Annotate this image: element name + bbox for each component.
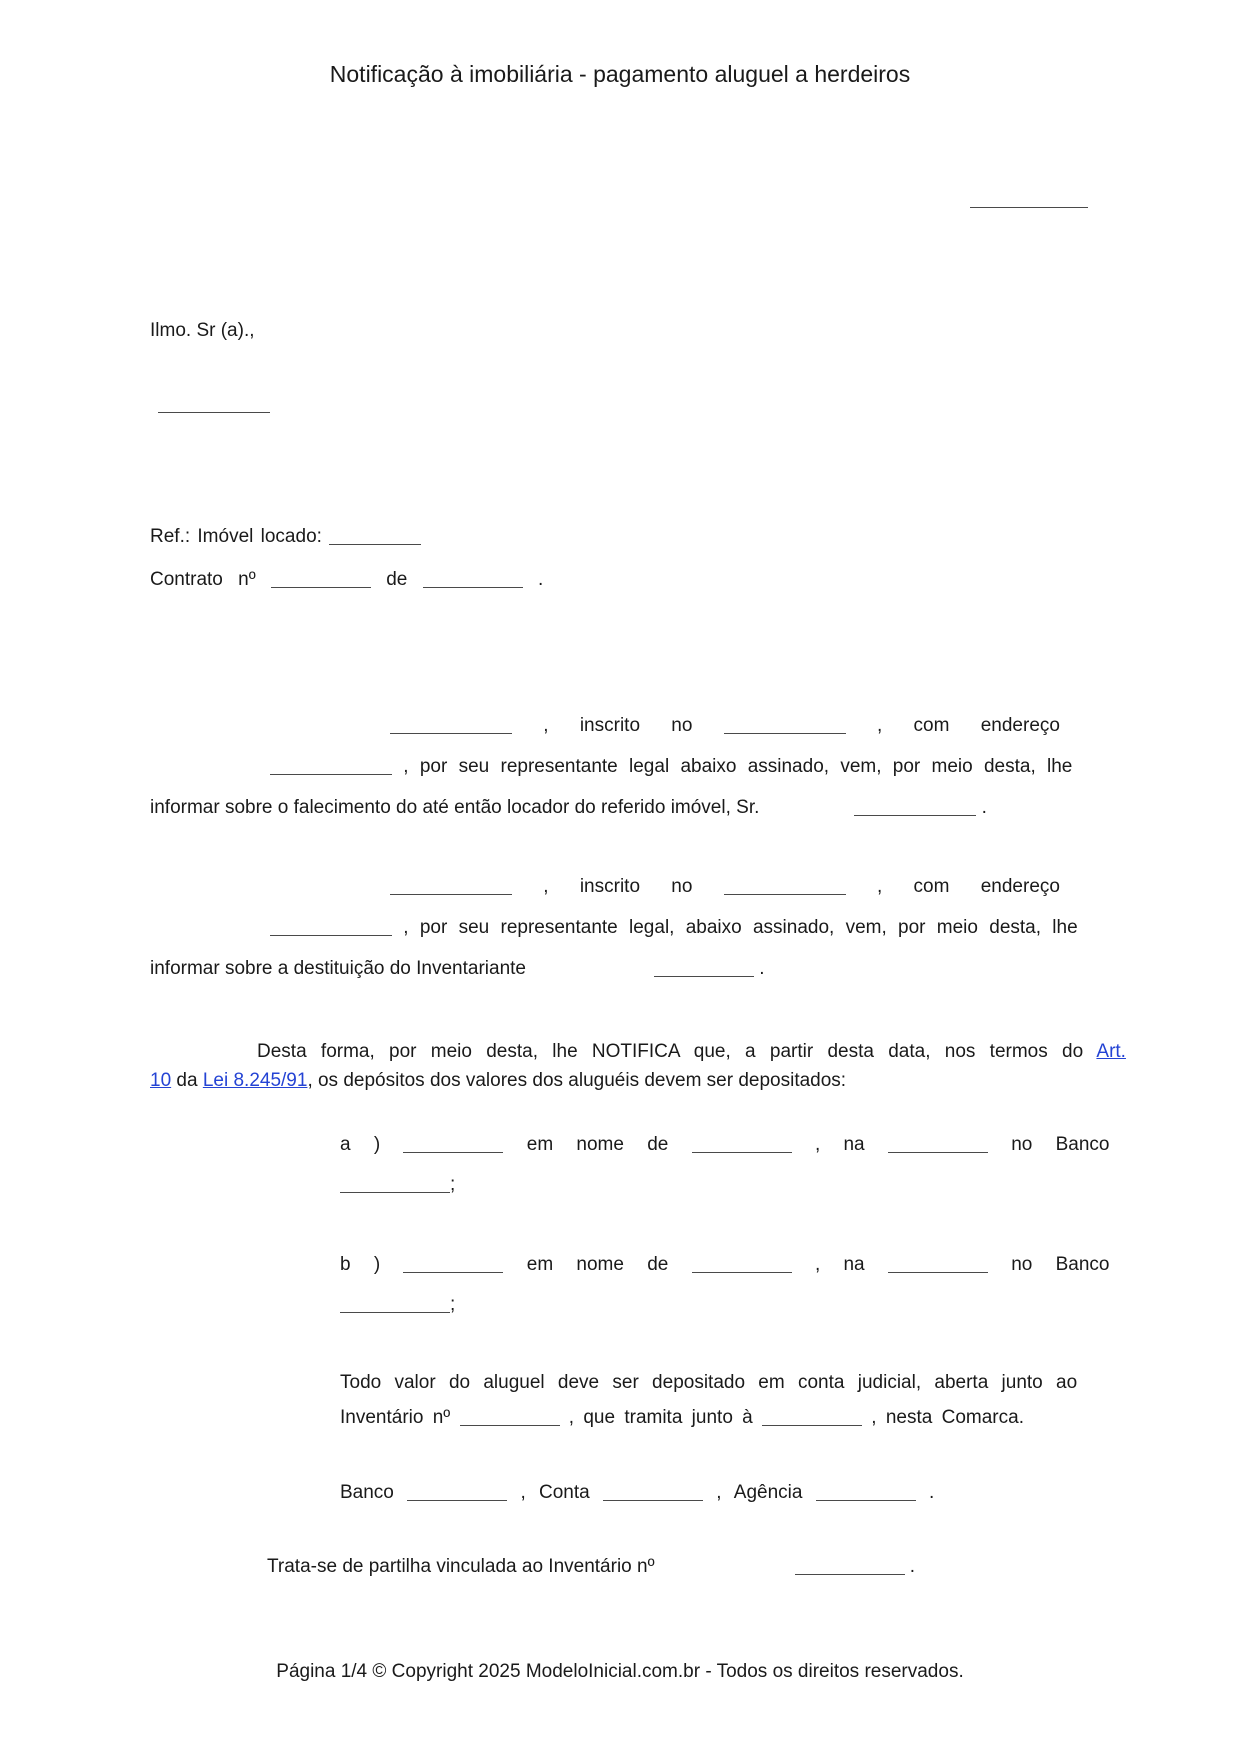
paragraph-text: informar sobre o falecimento do até então locador do referido imóvel, Sr. (150, 797, 760, 818)
item-text: ; (450, 1294, 456, 1315)
date-blank-line (970, 191, 1088, 208)
contract-line (150, 558, 1150, 601)
reference-label: Ref.: Imóvel locado: (150, 526, 322, 547)
salutation-line: Ilmo. Sr (a)., (150, 320, 255, 341)
bank-text: , Agência (716, 1482, 803, 1503)
blank-field (270, 921, 392, 936)
link-lei-8245-91[interactable]: Lei 8.245/91 (202, 1070, 308, 1091)
destituicao-paragraph (150, 866, 1160, 989)
reference-line (150, 515, 1150, 558)
falecimento-paragraph (150, 705, 1160, 828)
item-marker: a ) (340, 1134, 381, 1155)
blank-field (460, 1411, 560, 1426)
blank-field (390, 880, 512, 895)
item-text: no Banco (1011, 1254, 1110, 1275)
paragraph-text: . (981, 797, 987, 818)
blank-field (271, 573, 371, 588)
item-line (340, 1125, 1140, 1165)
page-footer: Página 1/4 © Copyright 2025 ModeloInicial.com.br - Todos os direitos reservados. (276, 1661, 964, 1682)
paragraph-text: . (759, 958, 765, 979)
item-line (340, 1165, 1140, 1205)
item-line (340, 1245, 1140, 1285)
deposit-item-a (340, 1125, 1140, 1205)
paragraph-text: , os depósitos dos valores dos aluguéis devem ser depositados: (307, 1070, 847, 1091)
item-text: em nome de (526, 1134, 669, 1155)
paragraph-line (150, 1037, 1160, 1066)
paragraph-text: Todo valor do aluguel deve ser depositado em conta judicial, aberta junto ao (340, 1372, 1078, 1393)
blank-field (403, 1258, 503, 1273)
paragraph-text: , inscrito no (543, 876, 693, 897)
contract-label: Contrato nº (150, 569, 256, 590)
blank-field (692, 1138, 792, 1153)
paragraph-text: da (176, 1070, 198, 1091)
paragraph-line (150, 746, 1160, 787)
paragraph-text: , por seu representante legal, abaixo assinado, vem, por meio desta, lhe (403, 917, 1078, 938)
blank-field (390, 719, 512, 734)
bank-text: , Conta (520, 1482, 590, 1503)
paragraph-line (150, 1066, 1160, 1095)
paragraph-text: , nesta Comarca. (871, 1407, 1024, 1428)
paragraph-text: , inscrito no (543, 715, 693, 736)
blank-field (854, 801, 976, 816)
contract-period: . (537, 569, 544, 590)
blank-field (888, 1138, 988, 1153)
blank-field (270, 760, 392, 775)
paragraph-line (340, 1365, 1140, 1400)
blank-field (329, 530, 421, 545)
paragraph-text: Inventário nº (340, 1407, 451, 1428)
partilha-line (267, 1557, 915, 1577)
reference-block (150, 515, 1150, 601)
blank-field (340, 1178, 450, 1193)
document-title: Notificação à imobiliária - pagamento aluguel a herdeiros (329, 61, 911, 87)
paragraph-line (340, 1400, 1140, 1435)
paragraph-text: informar sobre a destituição do Inventariante (150, 958, 526, 979)
blank-field (403, 1138, 503, 1153)
partilha-text: . (909, 1556, 916, 1577)
link-art-10[interactable]: 10 (150, 1070, 172, 1091)
bank-text: . (929, 1482, 935, 1503)
item-text: ; (450, 1174, 456, 1195)
blank-field (724, 880, 846, 895)
item-text: em nome de (526, 1254, 669, 1275)
blank-field (603, 1486, 703, 1501)
paragraph-text: , que tramita junto à (568, 1407, 753, 1428)
blank-field (340, 1298, 450, 1313)
item-text: , na (814, 1254, 865, 1275)
paragraph-line (150, 787, 1160, 828)
paragraph-line (150, 948, 1160, 989)
spacer (526, 973, 654, 974)
spacer (759, 812, 854, 813)
bank-label: Banco (340, 1482, 394, 1503)
paragraph-text: , com endereço (877, 715, 1060, 736)
item-marker: b ) (340, 1254, 381, 1275)
blank-field (762, 1411, 862, 1426)
blank-field (692, 1258, 792, 1273)
blank-field (423, 573, 523, 588)
blank-field (888, 1258, 988, 1273)
partilha-text: Trata-se de partilha vinculada ao Inventário nº (267, 1556, 655, 1577)
contract-de: de (386, 569, 408, 590)
paragraph-line (150, 866, 1160, 907)
paragraph-text: Desta forma, por meio desta, lhe NOTIFICA que, a partir desta data, nos termos do (257, 1041, 1084, 1062)
blank-field (407, 1486, 507, 1501)
paragraph-line (150, 705, 1160, 746)
blank-field (724, 719, 846, 734)
blank-field (654, 962, 754, 977)
blank-field (816, 1486, 916, 1501)
deposit-item-b (340, 1245, 1140, 1325)
paragraph-line (150, 907, 1160, 948)
addressee-blank-line (158, 396, 270, 413)
item-text: no Banco (1011, 1134, 1110, 1155)
bank-account-line (340, 1483, 934, 1503)
spacer (655, 1571, 795, 1572)
item-text: , na (814, 1134, 865, 1155)
item-line (340, 1285, 1140, 1325)
link-art-10[interactable]: Art. (1096, 1041, 1126, 1062)
paragraph-text: , com endereço (877, 876, 1060, 897)
paragraph-text: , por seu representante legal abaixo assinado, vem, por meio desta, lhe (403, 756, 1073, 777)
blank-field (795, 1560, 905, 1575)
notification-paragraph (150, 1037, 1160, 1095)
judicial-deposit-paragraph (340, 1365, 1140, 1435)
